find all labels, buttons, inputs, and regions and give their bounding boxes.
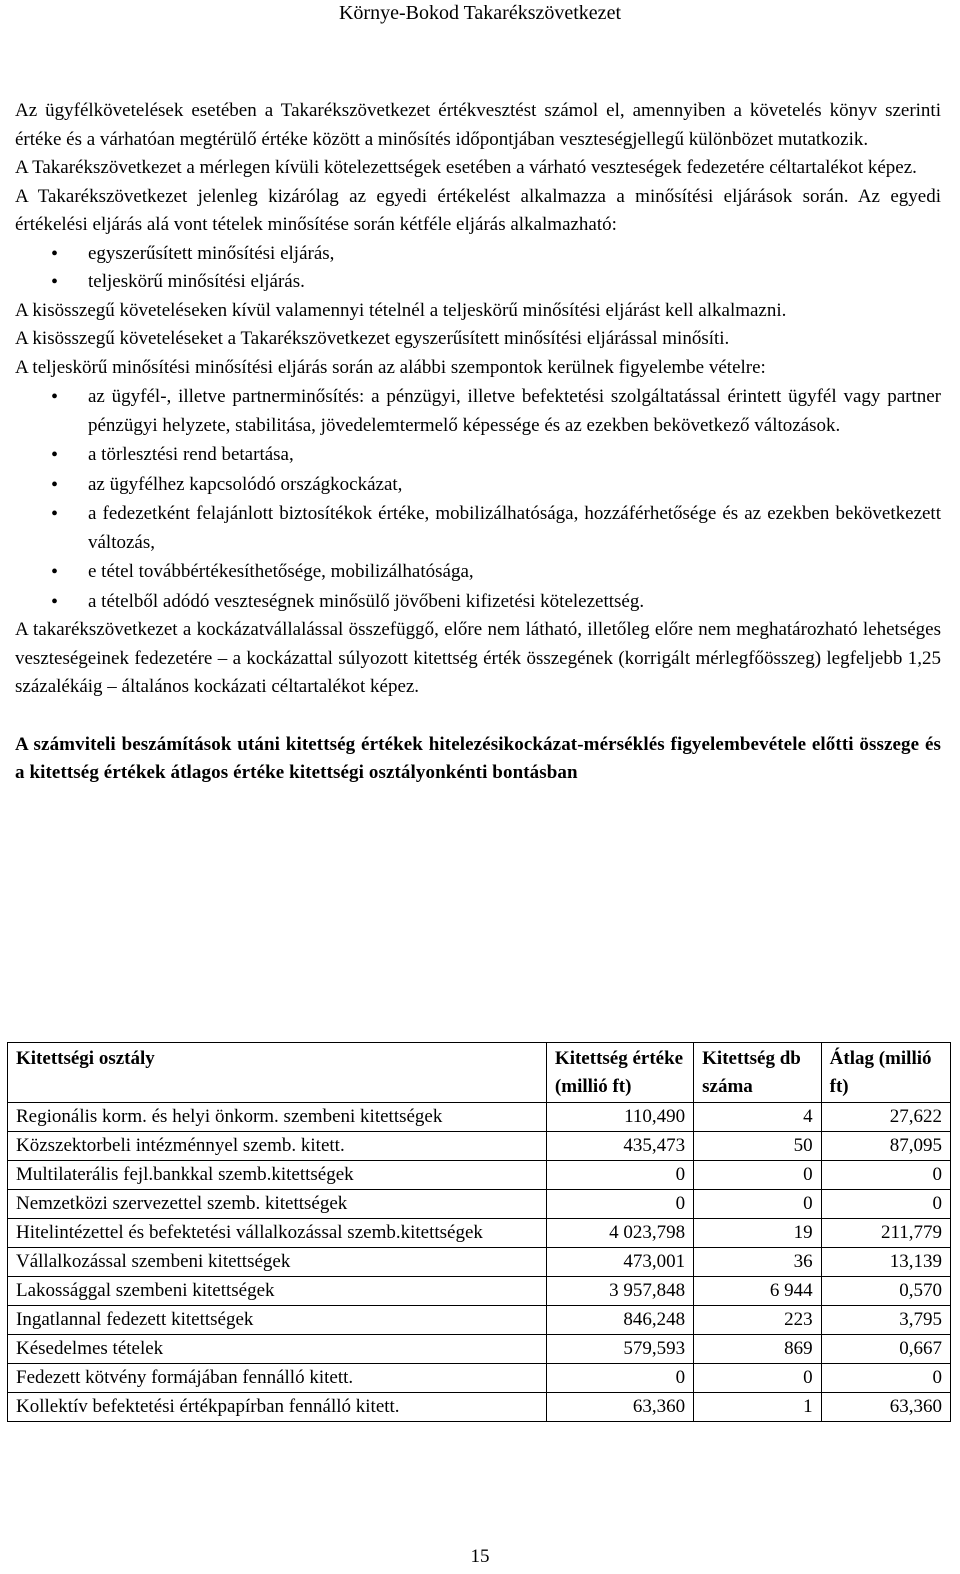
exposure-class-cell: Regionális korm. és helyi önkorm. szembeni kitettségek	[8, 1103, 547, 1132]
exposure-class-cell: Lakossággal szembeni kitettségek	[8, 1277, 547, 1306]
table-row	[8, 1248, 951, 1277]
table-header-row	[8, 1043, 951, 1103]
exposure-class-cell: Ingatlannal fedezett kitettségek	[8, 1306, 547, 1335]
paragraph-criteria-intro: A teljeskörű minősítési minősítési eljárás során az alábbi szempontok kerülnek figyelembe vételre:	[15, 356, 766, 378]
document-body	[15, 97, 941, 788]
column-header: Kitettség db száma	[694, 1043, 822, 1103]
value-cell: 13,139	[821, 1248, 950, 1277]
procedure-list	[15, 240, 941, 297]
value-cell: 0	[694, 1190, 822, 1219]
list-item: • a törlesztési rend betartása,	[15, 441, 941, 470]
exposure-class-cell: Hitelintézettel és befektetési vállalkozással szemb.kitettségek	[8, 1219, 547, 1248]
list-item: • az ügyfél-, illetve partnerminősítés: a pénzügyi, illetve befektetési szolgáltatással érintett ügyfél vagy partner pénzügyi helyzete, stabilitása, jövedelemtermelő képessége és az ezekben bekövetkező változások.	[15, 383, 941, 440]
list-item: • teljeskörű minősítési eljárás.	[15, 268, 941, 297]
column-header: Átlag (millió ft)	[821, 1043, 950, 1103]
value-cell: 223	[694, 1306, 822, 1335]
value-cell: 0	[821, 1190, 950, 1219]
criteria-list	[15, 383, 941, 616]
exposure-class-cell: Vállalkozással szembeni kitettségek	[8, 1248, 547, 1277]
value-cell: 4	[694, 1103, 822, 1132]
exposure-class-cell: Kollektív befektetési értékpapírban fennálló kitett.	[8, 1393, 547, 1422]
value-cell: 0,667	[821, 1335, 950, 1364]
value-cell: 0	[821, 1364, 950, 1393]
list-item: • a fedezetként felajánlott biztosítékok értéke, mobilizálhatósága, hozzáférhetősége és az ezekben bekövetkezett változás,	[15, 500, 941, 557]
paragraph-small-claims-full: A kisösszegű követeléseken kívül valamennyi tételnél a teljeskörű minősítési eljárást kell alkalmazni.	[15, 299, 787, 321]
value-cell: 435,473	[546, 1132, 693, 1161]
value-cell: 19	[694, 1219, 822, 1248]
value-cell: 3,795	[821, 1306, 950, 1335]
page-header: Környe-Bokod Takarékszövetkezet	[338, 2, 621, 24]
exposure-class-cell: Közszektorbeli intézménnyel szemb. kitett.	[8, 1132, 547, 1161]
table-row	[8, 1161, 951, 1190]
table-body	[8, 1103, 951, 1422]
value-cell: 110,490	[546, 1103, 693, 1132]
paragraph-impairment: Az ügyfélkövetelések esetében a Takarékszövetkezet értékvesztést számol el, amennyiben a követelés könyv szerinti értéke és a várhatóan megtérülő értéke között a minősítés időpontjában veszteségjellegű különbözet mutatkozik.	[15, 100, 941, 150]
value-cell: 6 944	[694, 1277, 822, 1306]
value-cell: 36	[694, 1248, 822, 1277]
value-cell: 0	[546, 1190, 693, 1219]
table-row	[8, 1103, 951, 1132]
table-row	[8, 1190, 951, 1219]
column-header: Kitettség értéke (millió ft)	[546, 1043, 693, 1103]
value-cell: 0	[546, 1161, 693, 1190]
list-item: • a tételből adódó veszteségnek minősülő jövőbeni kifizetési kötelezettség.	[15, 588, 941, 617]
value-cell: 87,095	[821, 1132, 950, 1161]
value-cell: 473,001	[546, 1248, 693, 1277]
value-cell: 0	[694, 1161, 822, 1190]
table-row	[8, 1393, 951, 1422]
list-item: • az ügyfélhez kapcsolódó országkockázat,	[15, 471, 941, 500]
list-item: • egyszerűsített minősítési eljárás,	[15, 240, 941, 269]
table-row	[8, 1364, 951, 1393]
exposure-class-cell: Fedezett kötvény formájában fennálló kitett.	[8, 1364, 547, 1393]
value-cell: 63,360	[821, 1393, 950, 1422]
value-cell: 0	[821, 1161, 950, 1190]
value-cell: 50	[694, 1132, 822, 1161]
table-row	[8, 1335, 951, 1364]
value-cell: 0	[694, 1364, 822, 1393]
exposure-class-cell: Nemzetközi szervezettel szemb. kitettségek	[8, 1190, 547, 1219]
table-row	[8, 1132, 951, 1161]
value-cell: 1	[694, 1393, 822, 1422]
table-row	[8, 1277, 951, 1306]
section-heading: A számviteli beszámítások utáni kitettség értékek hitelezésikockázat-mérséklés figyelembevétele előtti összege és a kitettség értékek átlagos értéke kitettségi osztályonkénti bontásban	[15, 733, 941, 783]
paragraph-small-claims-simplified: A kisösszegű követeléseket a Takarékszövetkezet egyszerűsített minősítési eljárással minősíti.	[15, 328, 730, 349]
table-row	[8, 1219, 951, 1248]
paragraph-general-provision: A takarékszövetkezet a kockázatvállalással összefüggő, előre nem látható, illetőleg előre nem meghatározható lehetséges veszteségeinek fedezetére – a kockázattal súlyozott kitettség érték összegének (korrigált mérlegfőösszeg) legfeljebb 1,25 százalékáig – általános kockázati céltartalékot képez.	[15, 619, 941, 697]
value-cell: 211,779	[821, 1219, 950, 1248]
column-header: Kitettségi osztály	[8, 1043, 547, 1103]
value-cell: 0	[546, 1364, 693, 1393]
value-cell: 0,570	[821, 1277, 950, 1306]
value-cell: 4 023,798	[546, 1219, 693, 1248]
value-cell: 27,622	[821, 1103, 950, 1132]
exposure-class-cell: Multilaterális fejl.bankkal szemb.kitettségek	[8, 1161, 547, 1190]
exposure-table	[7, 1042, 951, 1422]
table-row	[8, 1306, 951, 1335]
value-cell: 63,360	[546, 1393, 693, 1422]
value-cell: 3 957,848	[546, 1277, 693, 1306]
exposure-class-cell: Késedelmes tételek	[8, 1335, 547, 1364]
value-cell: 846,248	[546, 1306, 693, 1335]
page-number: 15	[470, 1546, 490, 1567]
value-cell: 579,593	[546, 1335, 693, 1364]
paragraph-provisions: A Takarékszövetkezet a mérlegen kívüli kötelezettségek esetében a várható veszteségek fedezetére céltartalékot képez.	[15, 157, 917, 178]
value-cell: 869	[694, 1335, 822, 1364]
list-item: • e tétel továbbértékesíthetősége, mobilizálhatósága,	[15, 558, 941, 587]
paragraph-individual-valuation: A Takarékszövetkezet jelenleg kizárólag az egyedi értékelést alkalmazza a minősítési eljárások során. Az egyedi értékelési eljárás alá vont tételek minősítése során kétféle eljárás alkalmazható:	[15, 185, 941, 235]
